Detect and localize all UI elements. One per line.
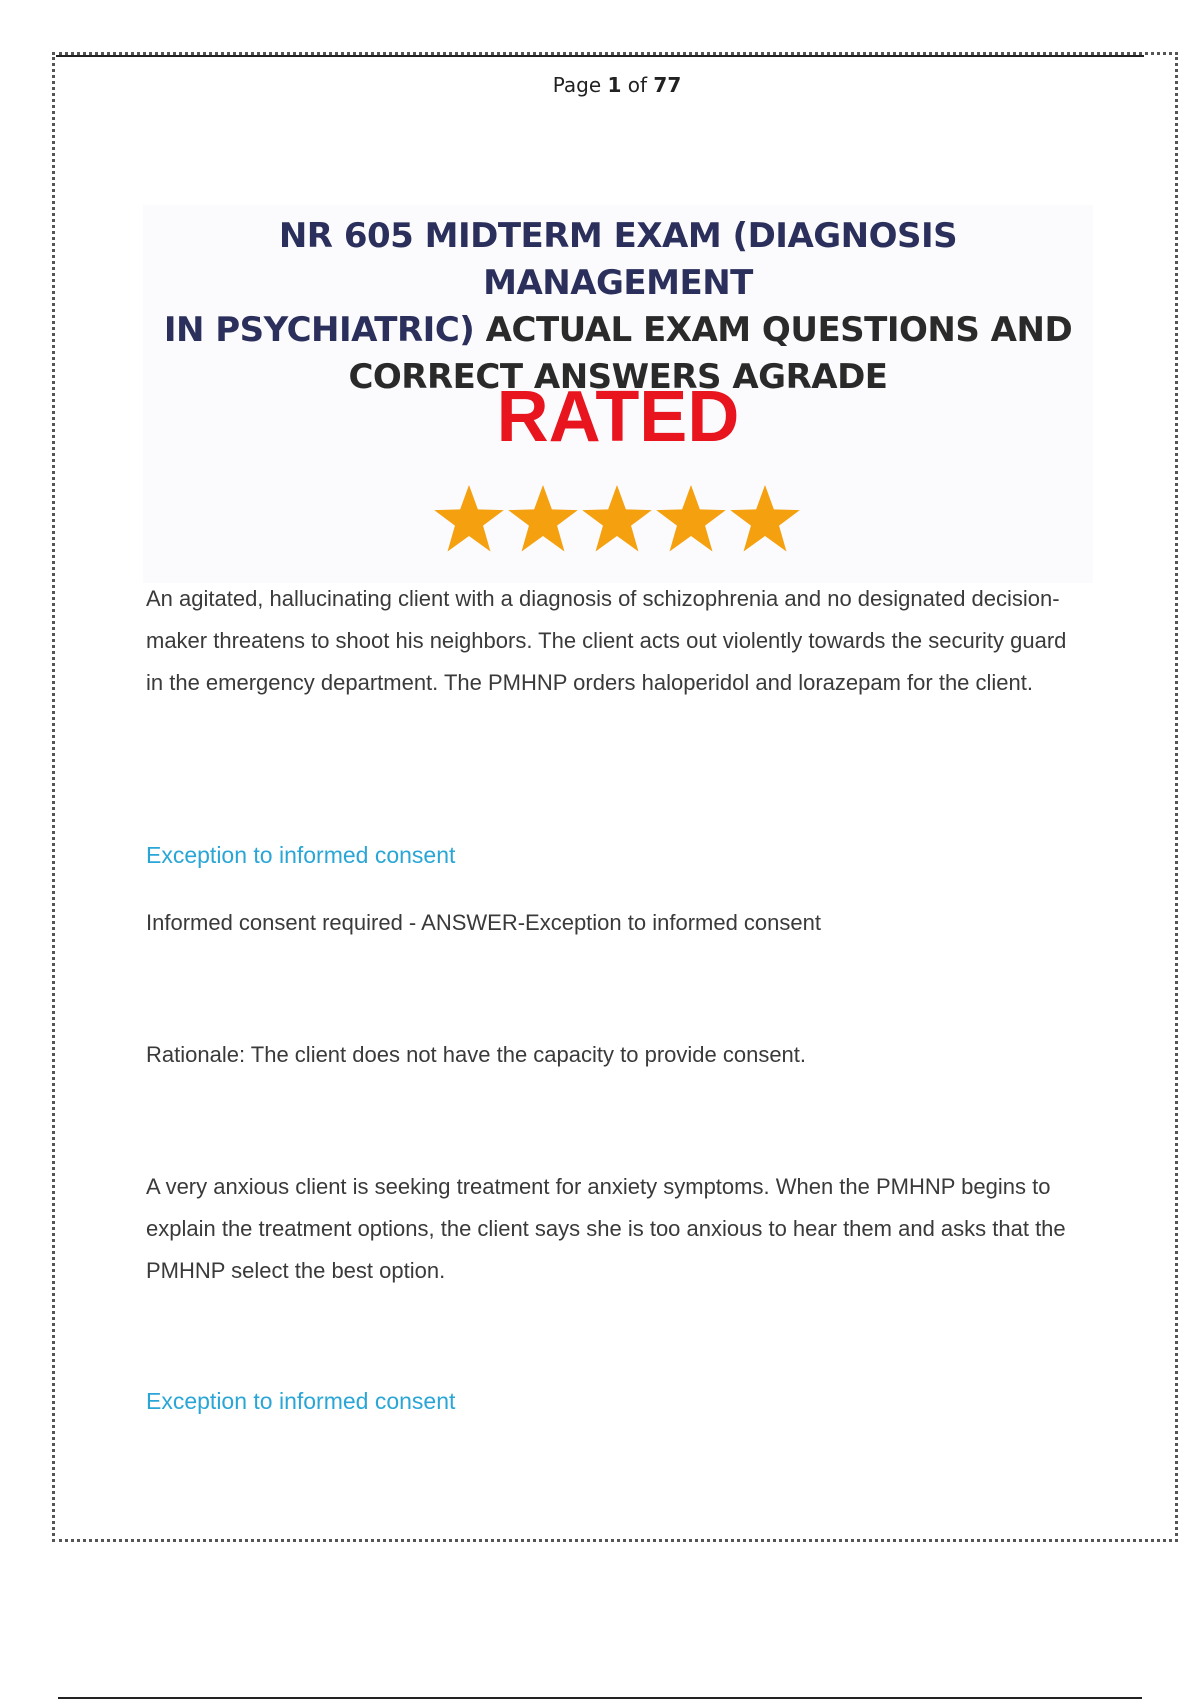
bottom-rule <box>58 1697 1142 1699</box>
star-icon <box>432 482 506 556</box>
rated-label: RATED <box>496 377 740 457</box>
question-2-text: A very anxious client is seeking treatment for anxiety symptoms. When the PMHNP begins to explain the treatment options, the client says she is too anxious to hear them and asks that the PMHNP select the best option. <box>146 1174 1066 1283</box>
question-1-text: An agitated, hallucinating client with a diagnosis of schizophrenia and no designated decision-maker threatens to shoot his neighbors. The client acts out violently towards the security guard in the emergency department. The PMHNP orders haloperidol and lorazepam for the client. <box>146 586 1067 695</box>
title-line-3: CORRECT ANSWERS AGRADE <box>348 357 888 397</box>
page-of: of <box>627 73 648 97</box>
page-total: 77 <box>653 73 682 97</box>
page-prefix: Page <box>552 73 602 97</box>
title-line-1: NR 605 MIDTERM EXAM (DIAGNOSIS MANAGEMENT <box>278 216 958 303</box>
rating-stars <box>432 482 802 556</box>
page-current: 1 <box>607 73 622 97</box>
star-icon <box>728 482 802 556</box>
title-line-2 <box>143 307 1093 354</box>
document-title <box>143 213 1093 401</box>
star-icon <box>654 482 728 556</box>
title-line-2b: ACTUAL EXAM QUESTIONS AND <box>485 310 1073 350</box>
question-2-highlight: Exception to informed consent <box>146 1388 456 1414</box>
question-1-answer: Informed consent required - ANSWER-Exception to informed consent <box>146 910 821 935</box>
title-line-2a: IN PSYCHIATRIC) <box>163 310 475 350</box>
page-number <box>0 73 1200 97</box>
question-1-highlight: Exception to informed consent <box>146 842 456 868</box>
question-1-rationale: Rationale: The client does not have the capacity to provide consent. <box>146 1042 807 1067</box>
star-icon <box>506 482 580 556</box>
star-icon <box>580 482 654 556</box>
title-banner <box>143 205 1093 583</box>
